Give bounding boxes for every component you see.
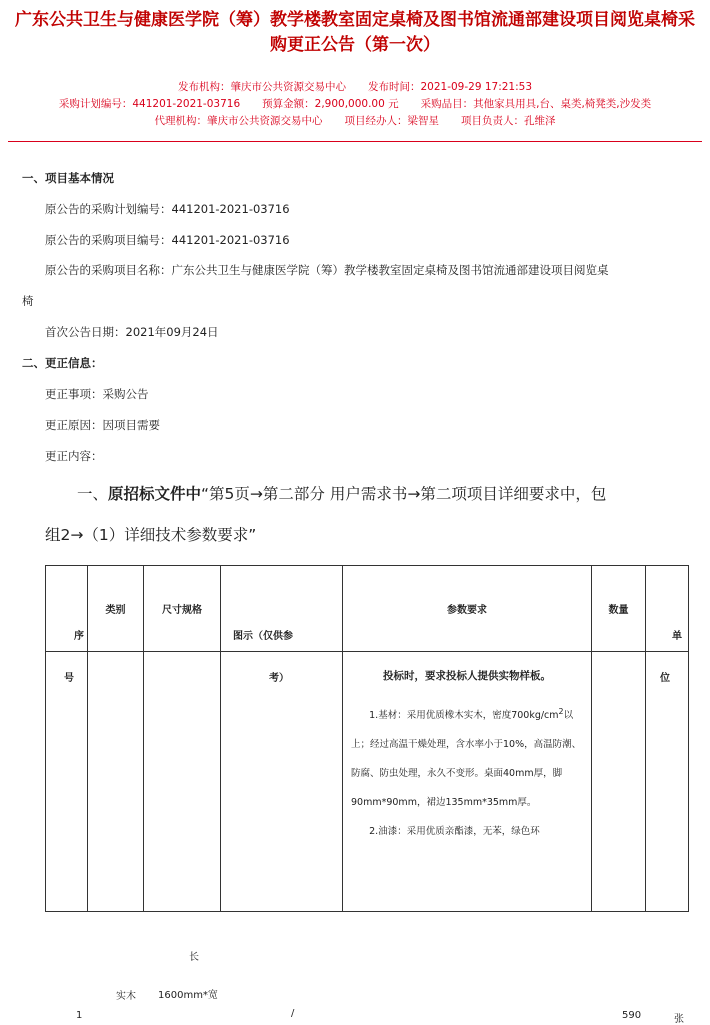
header-unit-b: 位 <box>660 672 670 684</box>
header-figure <box>221 566 343 684</box>
header-category: 类别 <box>88 566 144 652</box>
leader-label: 项目负责人： <box>461 115 524 127</box>
header-size: 尺寸规格 <box>144 566 221 652</box>
table-row <box>46 652 689 912</box>
spec-table <box>45 565 689 1025</box>
budget-value: 2,900,000.00 元 <box>314 98 399 110</box>
params-paint <box>351 817 583 846</box>
header-qty: 数量 <box>592 566 646 652</box>
agency-label: 代理机构： <box>154 115 207 127</box>
publisher-label: 发布机构： <box>177 81 231 93</box>
header-unit <box>646 566 689 684</box>
header-params: 参数要求 <box>343 566 592 652</box>
plan-no-label: 采购计划编号： <box>58 98 133 110</box>
plan-no-value: 441201-2021-03716 <box>132 98 241 110</box>
params-superscript: 2 <box>558 707 564 716</box>
agency-value: 肇庆市公共资源交易中心 <box>207 115 323 127</box>
correction-prefix: 一、 <box>77 485 109 503</box>
cell-figure-value: / <box>291 1007 295 1019</box>
header-seq-b: 号 <box>64 672 74 684</box>
cell-size-b: 1600mm*宽 <box>158 989 218 1001</box>
item-label: 采购品目： <box>420 98 474 110</box>
cell-unit <box>646 652 689 1025</box>
plan-no-line: 原公告的采购计划编号：441201-2021-03716 <box>45 202 290 216</box>
header-seq <box>46 566 88 684</box>
cell-seq-value: 1 <box>76 1009 83 1021</box>
params-base-material <box>351 697 583 817</box>
item-value: 其他家具用具,台、桌类,椅凳类,沙发类 <box>473 98 652 110</box>
manager-label: 项目经办人： <box>344 115 408 127</box>
cell-figure <box>221 652 343 1019</box>
meta-row-1 <box>0 80 710 94</box>
params-base-material-text: 1.基材：采用优质橡木实木，密度700kg/cm <box>369 710 559 722</box>
page-title: 广东公共卫生与健康医学院（筹）教学楼教室固定桌椅及图书馆流通部建设项目阅览桌椅采购更正公告（第一次） <box>15 10 695 55</box>
params-paint-text: 2.油漆：采用优质亲酯漆，无苯，绿色环 <box>369 826 540 838</box>
project-no-line: 原公告的采购项目编号：441201-2021-03716 <box>45 233 290 247</box>
header-divider <box>8 141 702 142</box>
cell-size <box>144 652 221 1001</box>
params-base-material-text-cont: 以上；经过高温干燥处理，含水率小于10%，高温防潮、防腐、防虫处理，永久不变形。桌面40mm厚，脚90mm*90mm，裙边135mm*35mm厚。 <box>351 710 582 809</box>
budget-label: 预算金额： <box>262 98 315 110</box>
section-heading-correction: 二、更正信息： <box>22 356 103 370</box>
header-seq-a: 序 <box>74 630 84 642</box>
params-text <box>343 652 591 846</box>
project-name-line-cont: 椅 <box>22 294 34 308</box>
correction-content-line: 更正内容： <box>45 449 103 463</box>
meta-row-2 <box>0 97 710 111</box>
meta-row-3 <box>0 114 710 128</box>
cell-category <box>88 652 144 1002</box>
header-figure-a: 图示（仅供参 <box>233 630 293 642</box>
params-requirement: 投标时，要求投标人提供实物样板。 <box>383 670 551 682</box>
cell-unit-value: 张 <box>674 1013 684 1025</box>
header-unit-a: 单 <box>672 630 682 642</box>
cell-seq <box>46 652 88 1021</box>
correction-item-line: 更正事项：采购公告 <box>45 387 149 401</box>
correction-text-line1 <box>77 484 606 504</box>
cell-qty <box>592 652 646 1021</box>
correction-reason-line: 更正原因：因项目需要 <box>45 418 160 432</box>
first-date-line: 首次公告日期：2021年09月24日 <box>45 325 219 339</box>
correction-rest: “第5页→第二部分 用户需求书→第二项项目详细要求中，包 <box>201 485 607 503</box>
cell-size-a: 长 <box>189 951 199 963</box>
cell-qty-value: 590 <box>622 1009 642 1021</box>
correction-bold-text: 原招标文件中 <box>108 485 202 503</box>
cell-params <box>343 652 592 912</box>
table-header-row <box>46 566 689 652</box>
publisher-value: 肇庆市公共资源交易中心 <box>230 81 346 93</box>
cell-category-value: 实木 <box>116 990 136 1002</box>
correction-text-line2: 组2→（1）详细技术参数要求” <box>45 526 257 544</box>
project-name-line: 原公告的采购项目名称：广东公共卫生与健康医学院（筹）教学楼教室固定桌椅及图书馆流通部建设项目阅览桌 <box>45 263 609 277</box>
section-heading-basic: 一、项目基本情况 <box>22 171 114 185</box>
publish-time-value: 2021-09-29 17:21:53 <box>420 81 533 93</box>
leader-value: 孔维泽 <box>524 115 556 127</box>
manager-value: 梁智星 <box>407 115 439 127</box>
header-figure-b: 考） <box>269 672 289 684</box>
publish-time-label: 发布时间： <box>367 81 421 93</box>
